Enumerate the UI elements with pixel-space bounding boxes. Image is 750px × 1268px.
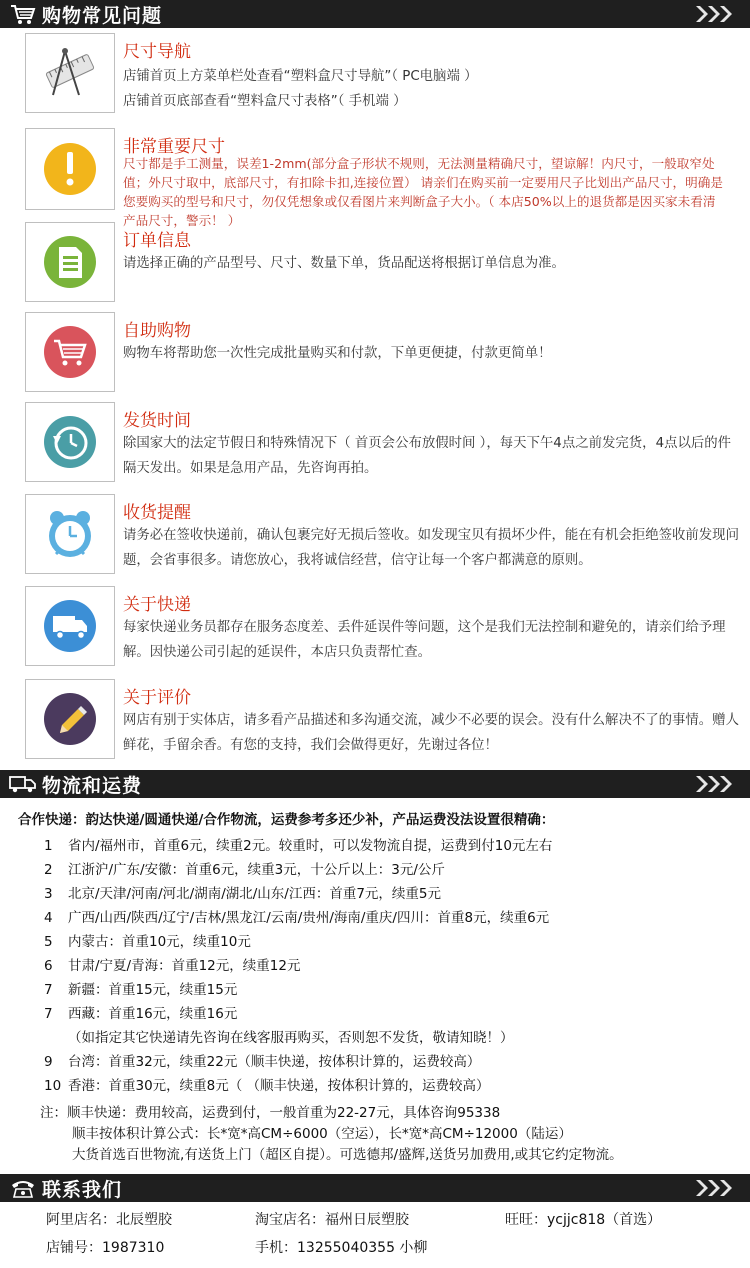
shipping-row <box>44 1026 514 1046</box>
warning-icon <box>25 128 115 210</box>
faq-item-self-service <box>25 312 745 392</box>
faq-item-receipt-reminder <box>25 494 745 574</box>
section-title: 联系我们 <box>42 1178 123 1201</box>
faq-text: 请选择正确的产品型号、尺寸、数量下单，货品配送将根据订单信息为准。 <box>123 256 565 271</box>
shipping-row <box>44 978 237 998</box>
faq-line: 店铺首页底部查看“塑料盒尺寸表格”（ 手机端 ） <box>123 93 407 109</box>
row-number: 3 <box>44 886 53 902</box>
shipping-row <box>44 858 445 878</box>
faq-item-delivery-time <box>25 402 745 482</box>
faq-item-express <box>25 586 745 666</box>
row-text: 香港：首重30元，续重8元（ （顺丰快递，按体积计算的，运费较高） <box>68 1078 490 1094</box>
shipping-row <box>44 834 552 854</box>
truck-icon <box>8 770 38 798</box>
row-number: 7 <box>44 1006 53 1022</box>
alarm-clock-icon <box>25 494 115 574</box>
faq-text: 请务必在签收快递前，确认包裹完好无损后签收。如发现宝贝有损坏少件，能在有机会拒绝签收前发现问题，会省事很多。请您放心，我将诚信经营，信守让每一个客户都满意的原则。 <box>123 528 739 568</box>
contact-section-header <box>0 1174 750 1202</box>
phone-number: 手机：13255040355 小柳 <box>255 1240 428 1256</box>
truck-icon <box>25 586 115 666</box>
wangwang-id: 旺旺：ycjjc818（首选） <box>505 1212 662 1228</box>
faq-title: 尺寸导航 <box>123 42 191 62</box>
pencil-icon <box>25 679 115 759</box>
shopping-cart-icon <box>8 0 38 28</box>
shipping-row <box>44 1074 490 1094</box>
shipping-row <box>44 1002 237 1022</box>
clock-icon <box>25 402 115 482</box>
faq-text: 购物车将帮助您一次性完成批量购买和付款，下单更便捷，付款更简单！ <box>123 346 552 361</box>
row-text: 西藏：首重16元，续重16元 <box>68 1006 238 1022</box>
row-number: 1 <box>44 838 53 854</box>
shipping-intro: 合作快递：韵达快递/圆通快递/合作物流，运费参考多还少补，产品运费没法设置很精确： <box>18 812 555 828</box>
faq-title: 发货时间 <box>123 411 191 431</box>
faq-title: 关于快递 <box>123 595 191 615</box>
taobao-store-name: 淘宝店名：福州日辰塑胶 <box>255 1212 409 1228</box>
shipping-row <box>44 906 549 926</box>
triple-arrow-icon <box>694 774 738 794</box>
row-text: 省内/福州市，首重6元，续重2元。较重时，可以发物流自提，运费到付10元左右 <box>68 838 553 854</box>
shipping-section-header <box>0 770 750 798</box>
row-text: 新疆：首重15元，续重15元 <box>68 982 238 998</box>
shipping-row <box>44 930 251 950</box>
triple-arrow-icon <box>694 1178 738 1198</box>
faq-text: 除国家大的法定节假日和特殊情况下（ 首页会公布放假时间 ），每天下午4点之前发完货，4点以后的件隔天发出。如果是急用产品，先咨询再拍。 <box>123 436 732 476</box>
faq-title: 非常重要尺寸 <box>123 137 225 157</box>
row-text: 北京/天津/河南/河北/湖南/湖北/山东/江西：首重7元，续重5元 <box>68 886 442 902</box>
faq-text: 网店有别于实体店，请多看产品描述和多沟通交流，减少不必要的误会。没有什么解决不了的事情。赠人鲜花，手留余香。有您的支持，我们会做得更好，先谢过各位！ <box>123 713 739 753</box>
section-title: 物流和运费 <box>42 774 143 797</box>
row-text: 内蒙古：首重10元，续重10元 <box>68 934 251 950</box>
row-text: 广西/山西/陕西/辽宁/吉林/黑龙江/云南/贵州/海南/重庆/四川：首重8元，续重6元 <box>68 910 550 926</box>
row-text: 台湾：首重32元，续重22元（顺丰快递，按体积计算的，运费较高） <box>68 1054 481 1070</box>
faq-item-review <box>25 679 745 759</box>
faq-item-order-info <box>25 222 745 302</box>
faq-title: 自助购物 <box>123 321 191 341</box>
shipping-row <box>44 954 300 974</box>
faq-section-header <box>0 0 750 28</box>
row-number: 2 <box>44 862 53 878</box>
row-number: 7 <box>44 982 53 998</box>
row-number: 5 <box>44 934 53 950</box>
row-number: 10 <box>44 1078 62 1094</box>
store-number: 店铺号：1987310 <box>46 1240 165 1256</box>
shipping-note: 顺丰按体积计算公式：长*宽*高CM÷6000（空运），长*宽*高CM÷12000（陆运） <box>72 1126 572 1142</box>
faq-title: 关于评价 <box>123 688 191 708</box>
ali-store-name: 阿里店名：北辰塑胶 <box>46 1212 172 1228</box>
cart-icon <box>25 312 115 392</box>
telephone-icon <box>8 1174 38 1202</box>
row-text: 甘肃/宁夏/青海：首重12元，续重12元 <box>68 958 301 974</box>
faq-text: 尺寸都是手工测量，误差1-2mm(部分盒子形状不规则，无法测量精确尺寸，望谅解！内尺寸，一般取窄处值；外尺寸取中，底部尺寸，有扣除卡扣,连接位置） 请亲们在购买前一定要用尺子比划出产品尺寸，明确是您要购买的型号和尺寸，勿仅凭想象或仅看图片来判断盒子大小。（ 本店50%以上的退货都是因买家未看清产品尺寸，警示！ ） <box>123 156 723 228</box>
row-number: 9 <box>44 1054 53 1070</box>
shipping-row <box>44 882 441 902</box>
faq-line: 店铺首页上方菜单栏处查看“塑料盒尺寸导航”（ PC电脑端 ） <box>123 69 478 84</box>
row-text: （如指定其它快递请先咨询在线客服再购买，否则恕不发货，敬请知晓！） <box>68 1030 514 1046</box>
faq-title: 收货提醒 <box>123 503 191 523</box>
row-number: 6 <box>44 958 53 974</box>
row-number: 4 <box>44 910 53 926</box>
faq-text <box>123 65 743 114</box>
faq-title: 订单信息 <box>123 231 191 251</box>
shipping-note: 大货首选百世物流,有送货上门（超区自提）。可选德邦/盛辉,送货另加费用,或其它约定物流。 <box>72 1147 623 1163</box>
triple-arrow-icon <box>694 4 738 24</box>
faq-item-size-guide <box>25 33 745 117</box>
ruler-icon <box>25 33 115 113</box>
shipping-note: 注：顺丰快递：费用较高，运费到付，一般首重为22-27元，具体咨询95338 <box>40 1105 501 1121</box>
faq-item-important-size <box>25 128 745 228</box>
shipping-row <box>44 1050 480 1070</box>
faq-text: 每家快递业务员都存在服务态度差、丢件延误件等问题，这个是我们无法控制和避免的，请亲们给予理解。因快递公司引起的延误件，本店只负责帮忙查。 <box>123 620 726 660</box>
section-title: 购物常见问题 <box>42 4 163 27</box>
document-icon <box>25 222 115 302</box>
row-text: 江浙沪/广东/安徽：首重6元，续重3元，十公斤以上：3元/公斤 <box>68 862 445 878</box>
